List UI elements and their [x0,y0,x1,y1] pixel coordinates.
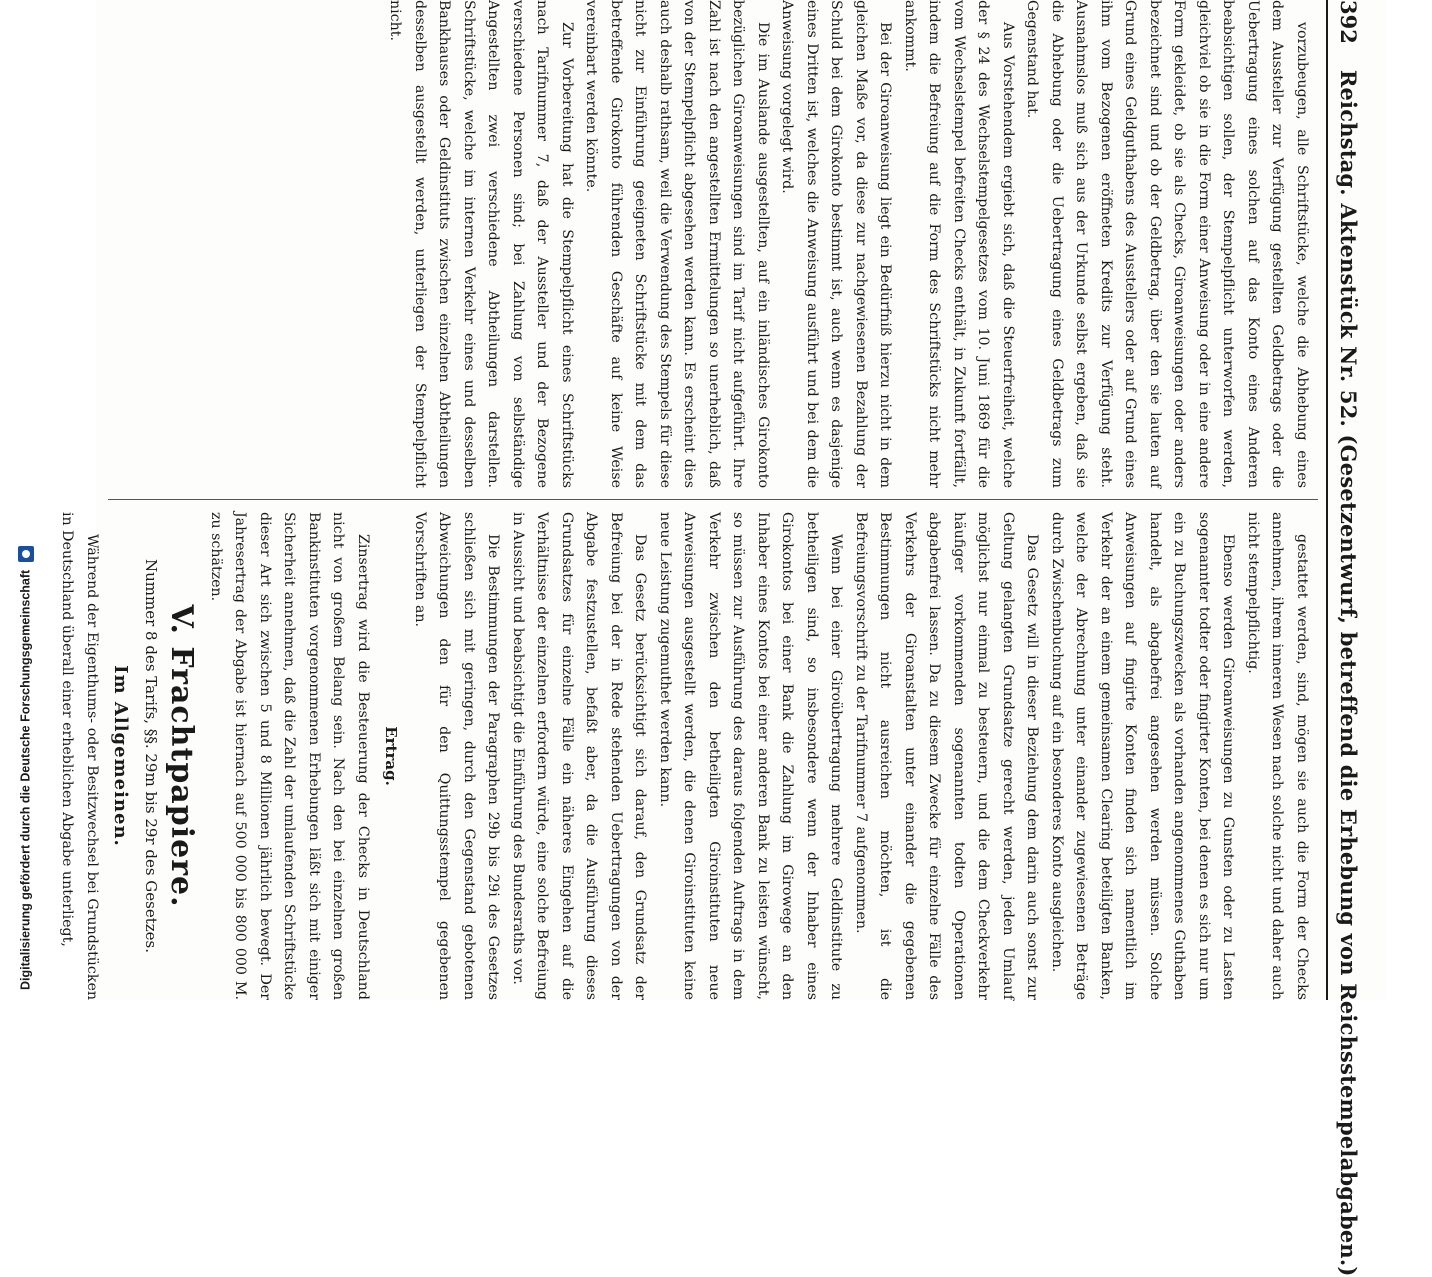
right-paragraph-4: Wenn bei einer Giroübertragung mehrere Geldinstitute zu betheiligen sind, so insbesondere wenn der Inhaber eines Girokontos bei einer Bank die Zahlung im Girowege an den Inhaber eines Kontos bei einer anderen Bank zu leisten wünscht, so müssen zur Ausführung des daraus folgenden Auftrags in dem Verkehr zwischen den betheiligten Giroinstituten neue Anweisungen ausgestellt werden, die denen Giroinstituten keine neue Leistung zugemuthet werden kann. [657,512,845,1000]
left-paragraph-4: Die im Auslande ausgestellten, auf ein inländisches Girokonto bezüglichen Giroanweisungen sind im Tarif nicht aufgeführt. Ihre Zahl ist nach den angestellten Ermittelungen so unerheblich, daß von der Stempelpflicht abgesehen werden kann. Es erscheint dies auch deshalb rathsam, weil die Verwendung des Stempels für diese nicht zur Einführung geeigneten Schriftstücke mit dem das betreffende Girokonto führenden Geschäfte auf keine Weise vereinbart werden könnte. [583,0,771,488]
page-header [1326,0,1386,1277]
page-number: 392 [1336,0,1361,44]
right-paragraph-5: Das Gesetz berücksichtigt sich darauf, den Grundsatz der Befreiung bei der in Rede stehenden Uebertragungen von der Abgabe festzustellen, befaßt aber, da die Ausführung dieses Grundsatzes für einzelne Fälle ein näheres Eingehen auf die Verhältnisse der einzelnen erfordern würde, eine solche Befreiung in Aussicht und beabsichtigt die Einführung des Bundesraths vor. [510,512,649,1000]
right-paragraph-3: Das Gesetz will in dieser Beziehung dem darin auch sonst zur Geltung gelangten Grundsatze gerecht werden, jeden Umlauf möglichst nur einmal zu besteuern, und die dem Checkverkehr häufiger vorkommenden sogenannten todten Operationen abgabenfrei lassen. Da zu diesem Zwecke für einzelne Fälle des Verkehrs der Giroanstalten unter einander die gegebenen Bestimmungen nicht ausreichen möchten, ist die Befreiungsvorschrift zu der Tarifnummer 7 aufgenommen. [853,512,1041,1000]
left-paragraph-3: Bei der Giroanweisung liegt ein Bedürfniß hierzu nicht in dem gleichen Maße vor, da diese zur nachgewiesenen Bezahlung der Schuld bei dem Girokonto bestimmt ist, auch wenn es dasjenige eines Dritten ist, welches die Anweisung ausführt und bei dem die Anweisung vorgelegt wird. [779,0,894,488]
ertrag-heading: Ertrag. [382,726,401,786]
digitization-note [18,546,34,990]
section-number: V. [164,604,200,635]
right-paragraph-2: Ebenso werden Giroanweisungen zu Gunsten oder zu Lasten sogenannter todter oder fingirter Konten, bei denen es sich nur um ein zu Buchungszwecken als vorhanden angenommenes Guthaben handelt, als abgabefrei angesehen werden müssen. Solche Anweisungen auf fingirte Konten finden sich namentlich im Verkehr der an einem gemeinsamen Clearing beteiligten Banken, welche der Abrechnung unter einander zugewiesenen Beträge durch Zwischenbuchung auf ein besonderes Konto ausgleichen. [1049,512,1237,1000]
left-paragraph-2: Aus Vorstehendem ergiebt sich, daß die Steuerfreiheit, welche der § 24 des Wechselstempelgesetzes vom 10. Juni 1869 für die vom Wechselstempel befreiten Checks enthält, in Zukunft fortfällt, indem die Befreiung auf die Form des Schriftstücks nicht mehr ankommt. [902,0,1016,488]
closing-paragraph: Während der Eigenthums- oder Besitzwechsel bei Grundstücken in Deutschland überall einer erheblichen Abgabe unterliegt, [59,512,100,1000]
left-paragraph-1: vorzubeugen, alle Schriftstücke, welche die Abhebung eines dem Aussteller zur Verfügung gestellten Geldbetrags oder die Uebertragung eines solchen auf das Konto eines Anderen beabsichtigen sollen, der Stempelpflicht unterworfen werden, gleichviel ob sie in die Form einer Anweisung oder in eine andere Form gekleidet, ob sie als Checks, Giroanweisungen oder anders bezeichnet sind und ob der Geldbetrag, über den sie lauten auf Grund eines Geldguthabens des Ausstellers oder auf Grund eines ihm vom Bezogenen eröffneten Kredits zur Verfügung steht. Ausnahmslos muß sich aus der Urkunde selbst ergeben, daß sie die Abhebung oder die Uebertragung eines Geldbetrags zum Gegenstand hat. [1024,0,1310,488]
dfg-logo-icon [18,546,34,562]
page-title: Reichstag. Aktenstück Nr. 52. (Gesetzentwurf, betreffend die Erhebung von Reichsstempelabgaben.) [1336,69,1361,1277]
section-heading [164,512,200,1000]
scanned-page [59,0,1386,1277]
digitization-sidebar [0,0,46,1000]
section-title: Frachtpapiere. [164,646,200,908]
column-divider [108,499,1318,500]
right-paragraph-1: gestattet werden, sind, mögen sie auch die Form der Checks annehmen, ihrem inneren Wesen nach solche nicht und daher auch nicht stempelpflichtig. [1245,512,1310,1000]
left-column [109,0,1314,488]
right-column [59,512,1314,1000]
ertrag-paragraph: Zinsertrag wird die Besteuerung der Checks in Deutschland nicht von großem Belang sein. Nach den bei einzelnen großen Bankinstituten vorgenommenen Erhebungen läßt sich mit einiger Sicherheit annehmen, daß die Zahl der umlaufenden Schriftstücke dieser Art sich zwischen 5 und 8 Millionen jährlich bewegt. Der Jahresertrag der Abgabe ist hiernach auf 500 000 bis 800 000 M. zu schätzen. [208,512,371,1000]
section-subtitle: Nummer 8 des Tarifs, §§. 29m bis 29r des Gesetzes. [142,559,160,953]
right-paragraph-6: Die Bestimmungen der Paragraphen 29b bis 29i des Gesetzes schließen sich mit geringen, durch den Gegenstand gebotenen Abweichungen den für den Quittungsstempel gegebenen Vorschriften an. [412,512,502,1000]
digitization-note-text: Digitalisierung gefördert durch die Deutsche Forschungsgemeinschaft [18,569,33,990]
left-paragraph-5: Zur Vorbereitung hat die Stempelpflicht eines Schriftstücks nach Tarifnummer 7, daß der Aussteller und der Bezogene verschiedene Personen sind; bei Zahlung von selbständige Angestellten zwei verschiedene Abtheilungen darstellen. Schriftstücke, welche im internen Verkehr eines und desselben Bankhauses oder Geldinstituts zwischen einzelnen Abtheilungen desselben ausgestellt werden, unterliegen der Stempelpflicht nicht. [387,0,575,488]
subsection-title: Im Allgemeinen. [110,665,132,847]
